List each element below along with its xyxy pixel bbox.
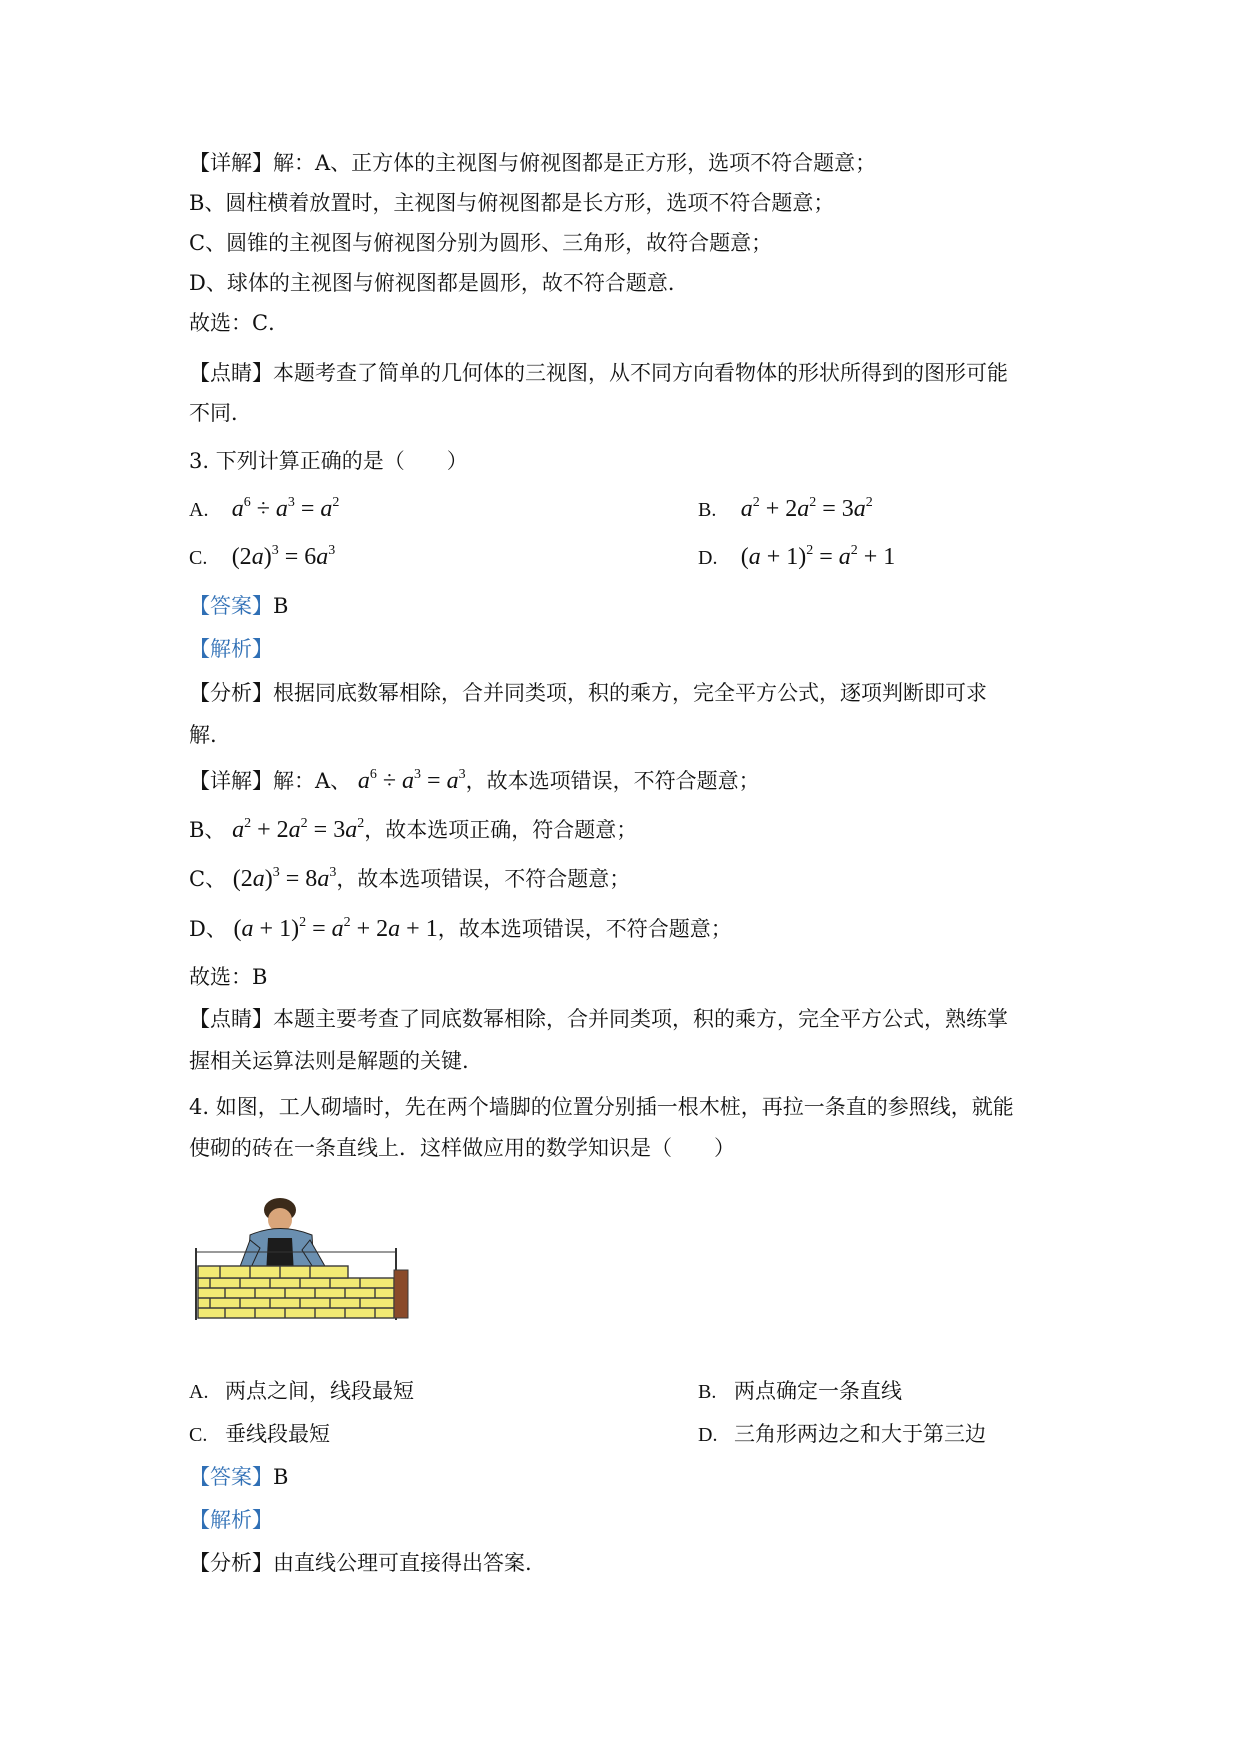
q3-option-a: A. $a^6 \div a^3 = a^2$ [189,495,340,522]
q3-option-d: D. $(a + 1)^2 = a^2 + 1$ [698,543,896,570]
q2-comment-cont: 不同． [189,401,252,425]
q4-analysis-label: 【解析】 [189,1508,273,1532]
q3-analyze-cont: 解. [189,723,217,747]
brick-wall [198,1266,394,1318]
q4-option-c: C. 垂线段最短 [189,1422,330,1446]
q3-option-d-formula: $(a + 1)^2 = a^2 + 1$ [740,543,896,570]
q4-option-b: B. 两点确定一条直线 [698,1379,902,1403]
q4-answer: 【答案】B [189,1465,289,1489]
q3-stem: 3. 下列计算正确的是（ ） [189,449,468,473]
q3-answer: 【答案】B [189,594,289,618]
q3-option-b: B. $a^2 + 2a^2 = 3a^2$ [698,495,873,522]
q3-analyze: 【分析】根据同底数幂相除，合并同类项，积的乘方，完全平方公式，逐项判断即可求 [189,681,987,705]
q4-analyze: 【分析】由直线公理可直接得出答案. [189,1551,532,1575]
q4-stem-cont: 使砌的砖在一条直线上．这样做应用的数学知识是（ ） [189,1136,735,1160]
q3-detail-a: 【详解】解：A、 $a^6 \div a^3 = a^3$，故本选项错误，不符合题意； [189,767,760,794]
q3-detail-b-formula: $a^2 + 2a^2 = 3a^2$ [232,816,365,843]
q2-detail-b: B、圆柱横着放置时，主视图与俯视图都是长方形，选项不符合题意； [189,191,835,215]
q3-detail-d-formula: $(a + 1)^2 = a^2 + 2a + 1$ [233,915,438,942]
q3-analysis-label: 【解析】 [189,637,273,661]
q2-choose: 故选：C． [189,311,290,335]
q3-detail-b: B、 $a^2 + 2a^2 = 3a^2$，故本选项正确，符合题意； [189,816,638,843]
q2-comment: 【点睛】本题考查了简单的几何体的三视图，从不同方向看物体的形状所得到的图形可能 [189,361,1008,385]
q2-detail-a: 【详解】解：A、正方体的主视图与俯视图都是正方形，选项不符合题意； [189,151,877,175]
q3-detail-d: D、 $(a + 1)^2 = a^2 + 2a + 1$，故本选项错误，不符合题意； [189,915,732,942]
bricklayer-figure [190,1190,420,1320]
q3-detail-c-formula: $(2a)^3 = 8a^3$ [232,865,337,892]
q3-option-a-formula: $a^6 \div a^3 = a^2$ [231,495,340,522]
q3-comment: 【点睛】本题主要考查了同底数幂相除，合并同类项，积的乘方，完全平方公式，熟练掌 [189,1007,1008,1031]
q3-comment-cont: 握相关运算法则是解题的关键. [189,1049,469,1073]
q3-detail-a-formula: $a^6 \div a^3 = a^3$ [357,767,466,794]
q4-option-d: D. 三角形两边之和大于第三边 [698,1422,986,1446]
q4-stem: 4. 如图，工人砌墙时，先在两个墙脚的位置分别插一根木桩，再拉一条直的参照线，就能 [189,1095,1014,1119]
q3-option-c: C. $(2a)^3 = 6a^3$ [189,543,336,570]
q3-detail-c: C、 $(2a)^3 = 8a^3$，故本选项错误，不符合题意； [189,865,631,892]
q3-option-c-formula: $(2a)^3 = 6a^3$ [231,543,336,570]
q2-detail-d: D、球体的主视图与俯视图都是圆形，故不符合题意． [189,271,689,295]
q4-option-a: A. 两点之间，线段最短 [189,1379,414,1403]
q2-detail-c: C、圆锥的主视图与俯视图分别为圆形、三角形，故符合题意； [189,231,773,255]
q3-option-b-formula: $a^2 + 2a^2 = 3a^2$ [740,495,873,522]
q3-choose: 故选：B [189,965,268,989]
